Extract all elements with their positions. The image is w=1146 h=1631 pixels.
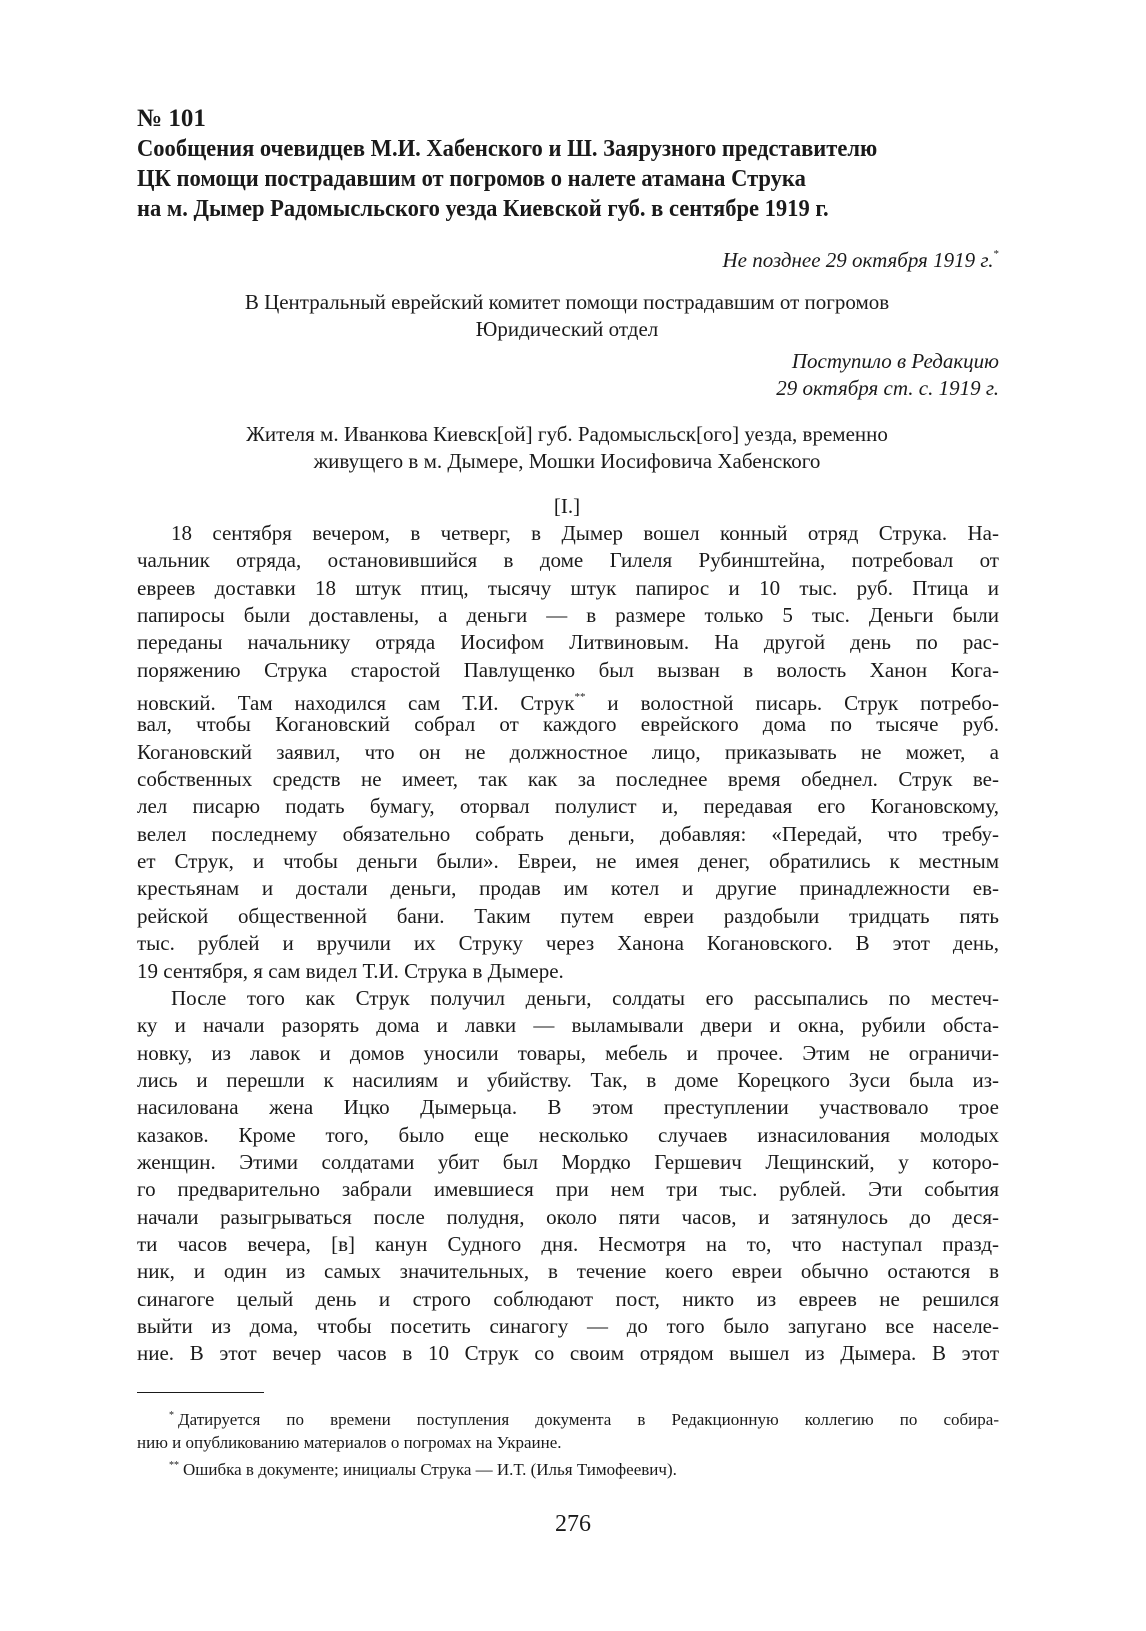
body-line (137, 684, 999, 716)
body-line: тыс. рублей и вручили их Струку через Ханона Когановского. В этот день, (137, 931, 999, 956)
addressee-line: Юридический отдел (475, 317, 659, 341)
title-line: на м. Дымер Радомысльского уезда Киевской губ. в сентябре 1919 г. (137, 195, 829, 222)
footnote-line (137, 1404, 999, 1431)
body-line: Когановский заявил, что он не должностное лицо, приказывать не может, а (137, 739, 999, 764)
body-line: начали разыгрываться после полудня, около пяти часов, и затянулось до деся- (137, 1204, 999, 1229)
footnote-mark: * (993, 248, 999, 260)
body-line: казаков. Кроме того, было еще несколько случаев изнасилования молодых (137, 1122, 999, 1147)
body-line: евреев доставки 18 штук птиц, тысячу штук папирос и 10 тыс. руб. Птица и (137, 575, 999, 600)
footnote-text: Датируется по времени поступления документа в Редакционную коллегию по собира- (178, 1410, 999, 1429)
section-number: [I.] (553, 494, 581, 518)
body-line: ку и начали разорять дома и лавки — выламывали двери и окна, рубили обста- (137, 1013, 999, 1038)
body-line: выйти из дома, чтобы посетить синагогу — до того было запугано все населе- (137, 1313, 999, 1338)
body-line: переданы начальнику отряда Иосифом Литвиновым. На другой день по рас- (137, 630, 999, 655)
body-line: поряжению Струка старостой Павлущенко был вызван в волость Ханон Кога- (137, 657, 999, 682)
body-line: собственных средств не имеет, так как за последнее время обеднел. Струк ве- (137, 767, 999, 792)
title-line: ЦК помощи пострадавшим от погромов о налете атамана Струка (137, 165, 806, 192)
body-line: ник, и один из самых значительных, в течение коего евреи обычно остаются в (137, 1259, 999, 1284)
body-line: синагоге целый день и строго соблюдают пост, никто из евреев не решился (137, 1286, 999, 1311)
body-line: велел последнему обязательно собрать деньги, добавляя: «Передай, что требу- (137, 821, 999, 846)
author-line: живущего в м. Дымере, Мошки Иосифовича Хабенского (313, 449, 821, 473)
footnote-text: Ошибка в документе; инициалы Струка — И.Т. (Илья Тимофеевич). (183, 1460, 677, 1479)
footnote-mark: * (169, 1410, 174, 1421)
body-line: рейской общественной бани. Таким путем евреи раздобыли тридцать пять (137, 903, 999, 928)
received-line: 29 октября ст. с. 1919 г. (776, 376, 999, 400)
document-title (137, 134, 947, 224)
footnote-line (137, 1454, 999, 1481)
body-line: После того как Струк получил деньги, солдаты его рассыпались по местеч- (171, 985, 999, 1010)
footnote-mark: ** (169, 1460, 179, 1471)
body-line: насилована жена Ицко Дымерьца. В этом преступлении участвовало трое (137, 1095, 999, 1120)
body-line: 18 сентября вечером, в четверг, в Дымер вошел конный отряд Струка. На- (171, 521, 999, 545)
body-line: вал, чтобы Когановский собрал от каждого еврейского дома по тысяче руб. (137, 712, 999, 737)
footnote-mark: ** (574, 691, 586, 704)
body-line: ти часов вечера, [в] канун Судного дня. Несмотря на то, что наступал празд- (137, 1231, 999, 1256)
page-number: 276 (555, 1511, 591, 1537)
body-line: лел писарю подать бумагу, оторвал полулист и, передавая его Когановскому, (137, 794, 999, 819)
document-number: № 101 (137, 105, 206, 132)
body-line: ние. В этот вечер часов в 10 Струк со своим отрядом вышел из Дымера. В этот (137, 1341, 999, 1366)
footnotes (137, 1404, 999, 1481)
body-text (137, 520, 999, 1368)
footnote-line: нию и опубликованию материалов о погромах на Украине. (137, 1433, 562, 1452)
body-line: 19 сентября, я сам видел Т.И. Струка в Дымере. (137, 958, 564, 983)
body-line: го предварительно забрали имевшиеся при нем три тыс. рублей. Эти события (137, 1177, 999, 1202)
document-date (722, 241, 999, 273)
body-line: чальник отряда, остановившийся в доме Гилеля Рубинштейна, потребовал от (137, 548, 999, 573)
received-stamp (776, 348, 999, 402)
addressee-line: В Центральный еврейский комитет помощи пострадавшим от погромов (244, 290, 890, 314)
body-line: женщин. Этими солдатами убит был Мордко Гершевич Лещинский, у которо- (137, 1149, 999, 1174)
body-line: крестьянам и достали деньги, продав им котел и другие принадлежности ев- (137, 876, 999, 901)
body-line: новку, из лавок и домов уносили товары, мебель и прочее. Этим не ограничи- (137, 1040, 999, 1065)
author-heading (137, 421, 997, 475)
date-text: Не позднее 29 октября 1919 г. (722, 248, 994, 272)
footnote-divider (137, 1392, 264, 1393)
body-line: лись и перешли к насилиям и убийству. Так, в доме Корецкого Зуси была из- (137, 1067, 999, 1092)
body-line-tail: и волостной писарь. Струк потребо- (585, 691, 999, 716)
body-line-head: новский. Там находился сам Т.И. Струк (137, 691, 575, 716)
received-line: Поступило в Редакцию (791, 349, 999, 373)
body-line: папиросы были доставлены, а деньги — в размере только 5 тыс. Деньги были (137, 603, 999, 628)
body-line: ет Струк, и чтобы деньги были». Евреи, не имея денег, обратились к местным (137, 849, 999, 874)
title-line: Сообщения очевидцев М.И. Хабенского и Ш. Заярузного представителю (137, 135, 878, 162)
author-line: Жителя м. Иванкова Киевск[ой] губ. Радомысльск[ого] уезда, временно (246, 422, 888, 446)
addressee-block (137, 289, 997, 343)
